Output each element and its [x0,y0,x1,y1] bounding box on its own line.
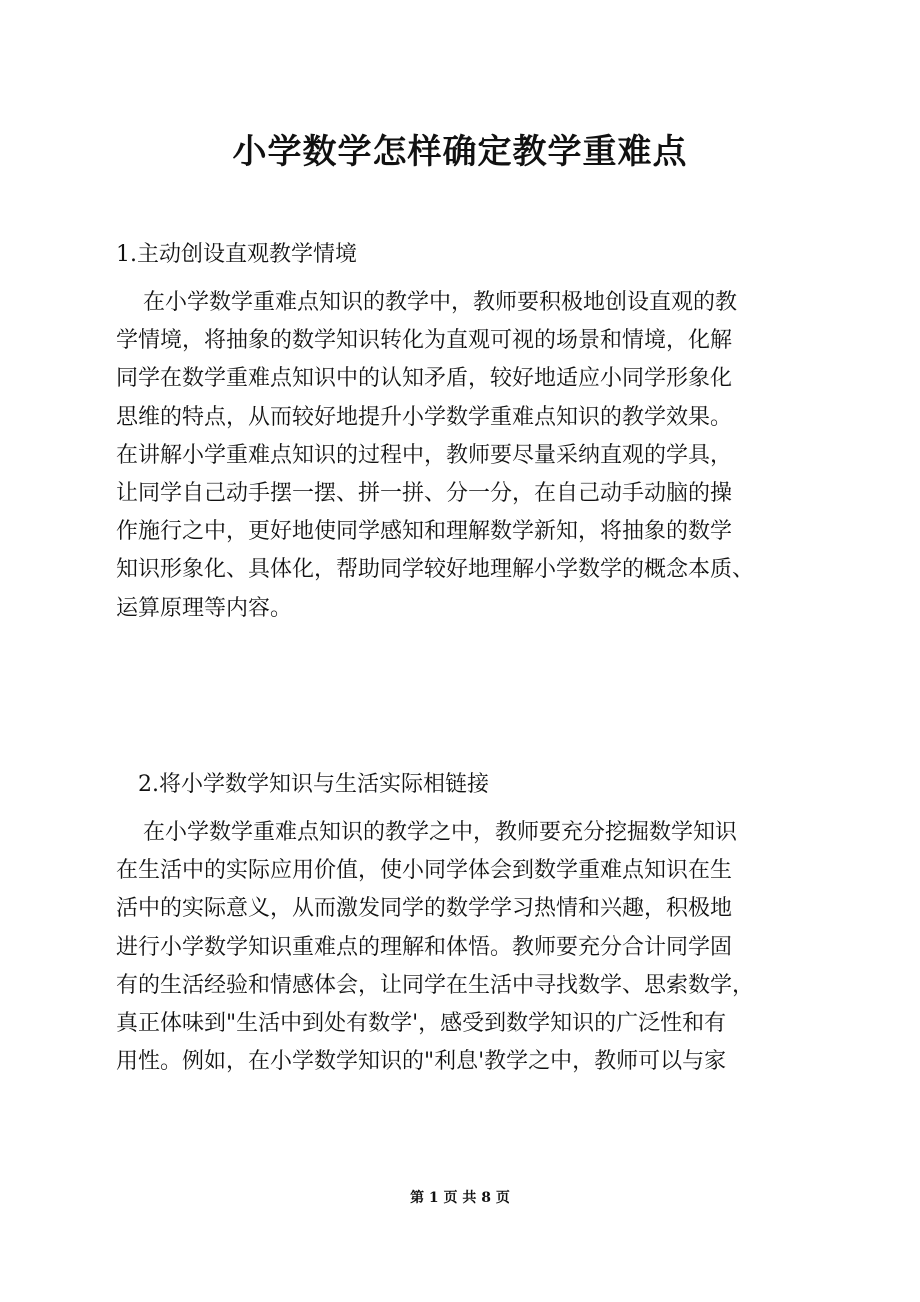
paragraph-line: 进行小学数学知识重难点的理解和体悟。教师要充分合计同学固 [116,934,733,960]
section-heading-2: 2.将小学数学知识与生活实际相链接 [138,772,489,797]
document-title: 小学数学怎样确定教学重难点 [232,132,688,172]
paragraph-line: 在生活中的实际应用价值，使小同学体会到数学重难点知识在生 [116,858,733,884]
paragraph-line: 学情境，将抽象的数学知识转化为直观可视的场景和情境，化解 [116,328,733,354]
paragraph-line: 在小学数学重难点知识的教学中，教师要积极地创设直观的教 [143,290,738,315]
page-footer: 第 1 页 共 8 页 [410,1190,510,1206]
paragraph-line: 用性。例如，在小学数学知识的"利息'教学之中，教师可以与家 [116,1049,727,1075]
paragraph-line: 运算原理等内容。 [116,595,293,621]
paragraph-line: 在小学数学重难点知识的教学之中，教师要充分挖掘数学知识 [143,820,738,845]
paragraph-line: 有的生活经验和情感体会，让同学在生活中寻找数学、思索数学， [116,972,755,998]
paragraph-line: 思维的特点，从而较好地提升小学数学重难点知识的教学效果。 [116,404,733,430]
paragraph-line: 同学在数学重难点知识中的认知矛盾，较好地适应小同学形象化 [116,366,733,392]
paragraph-line: 知识形象化、具体化，帮助同学较好地理解小学数学的概念本质、 [116,557,755,583]
paragraph-line: 活中的实际意义，从而激发同学的数学学习热情和兴趣，积极地 [116,896,733,922]
section-paragraph-2 [116,814,828,1081]
paragraph-line: 作施行之中，更好地使同学感知和理解数学新知，将抽象的数学 [116,519,733,545]
section-heading-1: 1.主动创设直观教学情境 [116,242,357,267]
paragraph-line: 真正体味到"生活中到处有数学'，感受到数学知识的广泛性和有 [116,1010,727,1036]
paragraph-line: 让同学自己动手摆一摆、拼一拼、分一分，在自己动手动脑的操 [116,480,733,506]
paragraph-line: 在讲解小学重难点知识的过程中，教师要尽量采纳直观的学具， [116,442,733,468]
section-paragraph-1 [116,284,828,628]
